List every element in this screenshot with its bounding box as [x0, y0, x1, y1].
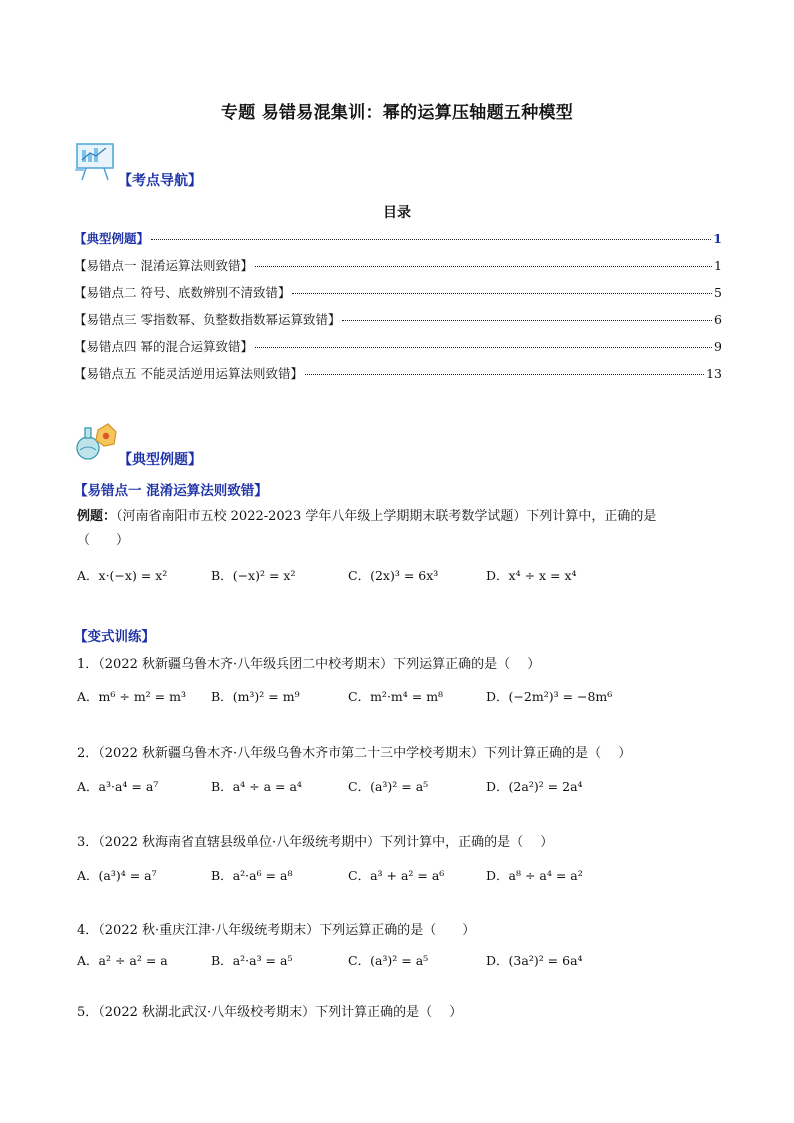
option-c[interactable]: C．(a³)² = a⁵ — [348, 779, 429, 794]
toc-item-label: 【易错点三 零指数幂、负整数指数幂运算致错】 — [74, 312, 341, 327]
variant-heading: 【变式训练】 — [74, 629, 155, 645]
toc-leader-dots — [305, 374, 704, 375]
option-a[interactable]: A．a² ÷ a² = a — [77, 953, 168, 968]
toc-item-label: 【易错点五 不能灵活逆用运算法则致错】 — [74, 366, 303, 381]
option-d[interactable]: D．(3a²)² = 6a⁴ — [486, 953, 583, 968]
nav-label: 【考点导航】 — [118, 173, 202, 189]
example-question — [77, 505, 727, 553]
option-c[interactable]: C．(a³)² = a⁵ — [348, 953, 429, 968]
toc-leader-dots — [255, 266, 712, 267]
example-text: （河南省南阳市五校 2022-2023 学年八年级上学期期末联考数学试题）下列计算中，正确的是 — [116, 509, 657, 524]
question-3-options — [77, 866, 727, 884]
toc-leader-dots — [292, 293, 712, 294]
toc-item[interactable] — [74, 283, 722, 301]
toc-item-label: 【典型例题】 — [74, 231, 150, 246]
option-d[interactable]: D．(2a²)² = 2a⁴ — [486, 779, 583, 794]
presentation-board-icon — [74, 140, 118, 182]
toc-item-label: 【易错点一 混淆运算法则致错】 — [74, 258, 253, 273]
option-a[interactable]: A．a³·a⁴ = a⁷ — [77, 779, 159, 794]
toc-item-page: 1 — [713, 231, 722, 246]
question-3: 3．（2022 秋海南省直辖县级单位·八年级统考期中）下列计算中，正确的是（ ） — [77, 835, 554, 850]
toc-item-page: 6 — [714, 312, 722, 327]
toc-item-page: 1 — [714, 258, 722, 273]
toc-item[interactable] — [74, 364, 722, 382]
option-b[interactable]: B．(−x)² = x² — [211, 568, 296, 583]
question-2: 2．（2022 秋新疆乌鲁木齐·八年级乌鲁木齐市第二十三中学校考期末）下列计算正确的是（ ） — [77, 746, 632, 761]
toc-item-page: 13 — [706, 366, 722, 381]
question-1-options — [77, 687, 727, 705]
toc-item[interactable] — [74, 256, 722, 274]
toc-leader-dots — [342, 320, 712, 321]
option-expr: x·(−x) = x² — [98, 568, 168, 583]
page-title: 专题 易错易混集训：幂的运算压轴题五种模型 — [220, 103, 574, 123]
example-blank: （ ） — [77, 533, 130, 548]
toc-item[interactable] — [74, 310, 722, 328]
option-a[interactable]: A．x·(−x) = x² — [77, 568, 168, 583]
option-c[interactable]: C．m²·m⁴ = m⁸ — [348, 689, 444, 704]
option-a[interactable]: A．(a³)⁴ = a⁷ — [77, 868, 157, 883]
toc-item-page: 9 — [714, 339, 722, 354]
subsection-heading: 【易错点一 混淆运算法则致错】 — [74, 483, 268, 499]
toc-item-label: 【易错点二 符号、底数辨别不清致错】 — [74, 285, 291, 300]
option-c[interactable]: C．a³ + a² = a⁶ — [348, 868, 445, 883]
option-d[interactable]: D．a⁸ ÷ a⁴ = a² — [486, 868, 583, 883]
question-4-options — [77, 951, 727, 969]
option-a[interactable]: A．m⁶ ÷ m² = m³ — [77, 689, 186, 704]
option-c[interactable]: C．(2x)³ = 6x³ — [348, 568, 439, 583]
option-b[interactable]: B．a²·a³ = a⁵ — [211, 953, 293, 968]
toc-item[interactable] — [74, 337, 722, 355]
toc-item[interactable] — [74, 229, 722, 247]
toc-leader-dots — [255, 347, 712, 348]
option-expr: x⁴ ÷ x = x⁴ — [508, 568, 577, 583]
option-b[interactable]: B．(m³)² = m⁹ — [211, 689, 300, 704]
option-d[interactable]: D．x⁴ ÷ x = x⁴ — [486, 568, 577, 583]
toc-leader-dots — [151, 239, 711, 240]
example-options — [77, 566, 727, 584]
section-label: 【典型例题】 — [118, 452, 202, 468]
option-b[interactable]: B．a⁴ ÷ a = a⁴ — [211, 779, 302, 794]
option-d[interactable]: D．(−2m²)³ = −8m⁶ — [486, 689, 613, 704]
question-1: 1．（2022 秋新疆乌鲁木齐·八年级兵团二中校考期末）下列运算正确的是（ ） — [77, 657, 541, 672]
toc-item-label: 【易错点四 幂的混合运算致错】 — [74, 339, 253, 354]
toc-item-page: 5 — [714, 285, 722, 300]
example-prefix: 例题： — [77, 509, 117, 524]
toc-title: 目录 — [383, 205, 411, 221]
question-5: 5．（2022 秋湖北武汉·八年级校考期末）下列计算正确的是（ ） — [77, 1005, 463, 1020]
option-expr: (2x)³ = 6x³ — [370, 568, 439, 583]
flask-icon — [74, 420, 118, 464]
option-expr: (−x)² = x² — [232, 568, 296, 583]
question-4: 4．（2022 秋·重庆江津·八年级统考期末）下列运算正确的是（ ） — [77, 923, 476, 938]
option-b[interactable]: B．a²·a⁶ = a⁸ — [211, 868, 293, 883]
question-2-options — [77, 777, 727, 795]
